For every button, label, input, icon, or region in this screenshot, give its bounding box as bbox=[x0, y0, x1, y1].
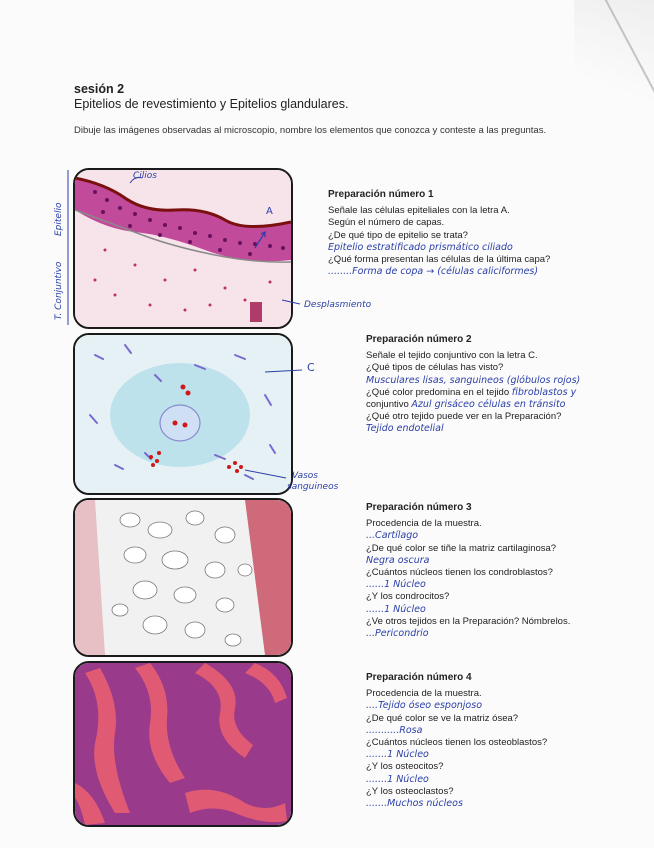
handwritten-answer: .......Muchos núcleos bbox=[366, 798, 463, 810]
question-text: ¿Cuántos núcleos tienen los condroblastos? bbox=[366, 567, 553, 579]
prep-1-line bbox=[328, 242, 550, 254]
instructions: Dibuje las imágenes observadas al microscopio, nombre los elementos que conozca y conteste a las preguntas. bbox=[74, 125, 547, 136]
preparation-2-lines bbox=[366, 350, 580, 435]
prep-2-line bbox=[366, 399, 580, 411]
handwritten-answer: ...........Rosa bbox=[366, 724, 423, 736]
question-text: ¿Qué otro tejido puede ver en la Preparación? bbox=[366, 411, 562, 423]
question-text: ¿De qué tipo de epitelio se trata? bbox=[328, 229, 468, 241]
prep-4-line bbox=[366, 713, 547, 725]
prep-3-line bbox=[366, 628, 570, 640]
prep-2-line bbox=[366, 362, 580, 374]
preparation-1-heading: Preparación número 1 bbox=[328, 189, 434, 200]
prep-4-line bbox=[366, 798, 547, 810]
prep-2-line bbox=[366, 375, 580, 387]
session-subtitle: Epitelios de revestimiento y Epitelios glandulares. bbox=[74, 97, 349, 111]
prep-3-line bbox=[366, 579, 570, 591]
preparation-3-block bbox=[366, 502, 570, 640]
question-text: ¿Qué tipos de células has visto? bbox=[366, 362, 504, 374]
handwritten-answer: Musculares lisas, sanguineos (glóbulos rojos) bbox=[366, 374, 581, 386]
drawing-cartilage bbox=[73, 498, 293, 657]
handwritten-answer: .......1 Núcleo bbox=[366, 773, 429, 785]
prep-1-line bbox=[328, 254, 550, 266]
preparation-1-lines bbox=[328, 205, 550, 278]
cartilage-illustration bbox=[75, 500, 291, 655]
prep-3-line bbox=[366, 543, 570, 555]
drawing-connective-tissue bbox=[73, 333, 293, 495]
handwritten-answer: fibroblastos y bbox=[511, 386, 577, 398]
handwritten-answer: ......1 Núcleo bbox=[366, 603, 426, 615]
preparation-3-lines bbox=[366, 518, 570, 640]
prep-3-line bbox=[366, 567, 570, 579]
epithelium-illustration bbox=[75, 170, 291, 327]
annotation-vasos: Vasos bbox=[292, 471, 318, 481]
question-text: conjuntivo bbox=[366, 399, 409, 411]
annotation-cilios: Cilios bbox=[133, 171, 157, 181]
annotation-sanguineos: sanguineos bbox=[287, 482, 339, 492]
question-text: ¿Y los condrocitos? bbox=[366, 591, 450, 603]
prep-4-line bbox=[366, 688, 547, 700]
annotation-tejido-conjuntivo: T. Conjuntivo bbox=[54, 261, 64, 320]
question-text: Señale el tejido conjuntivo con la letra C. bbox=[366, 350, 538, 362]
prep-4-line bbox=[366, 761, 547, 773]
prep-3-line bbox=[366, 518, 570, 530]
handwritten-answer: Tejido endotelial bbox=[366, 423, 444, 435]
prep-1-line bbox=[328, 266, 550, 278]
prep-3-line bbox=[366, 530, 570, 542]
handwritten-answer: Epitelio estratificado prismático ciliado bbox=[328, 241, 513, 253]
question-text: ¿Cuántos núcleos tienen los osteoblastos? bbox=[366, 737, 548, 749]
prep-4-line bbox=[366, 786, 547, 798]
prep-2-line bbox=[366, 387, 580, 399]
question-text: ¿Y los osteoclastos? bbox=[366, 785, 454, 797]
prep-4-line bbox=[366, 749, 547, 761]
question-text: Según el número de capas. bbox=[328, 217, 445, 229]
handwritten-answer: Negra oscura bbox=[366, 554, 430, 566]
question-text: ¿Qué forma presentan las células de la última capa? bbox=[328, 254, 551, 266]
question-text: ¿Qué color predomina en el tejido bbox=[366, 386, 510, 398]
question-text: ¿Y los osteocitos? bbox=[366, 761, 444, 773]
preparation-1-block bbox=[328, 189, 550, 278]
annotation-label-a: A bbox=[266, 206, 273, 217]
prep-2-line bbox=[366, 423, 580, 435]
connective-tissue-illustration bbox=[75, 335, 291, 493]
prep-4-line bbox=[366, 725, 547, 737]
prep-3-line bbox=[366, 604, 570, 616]
prep-2-line bbox=[366, 411, 580, 423]
question-text: ¿Ve otros tejidos en la Preparación? Nómbrelos. bbox=[366, 615, 571, 627]
question-text: Procedencia de la muestra. bbox=[366, 688, 482, 700]
prep-1-line bbox=[328, 205, 550, 217]
preparation-2-heading: Preparación número 2 bbox=[366, 334, 472, 345]
prep-1-line bbox=[328, 217, 550, 229]
handwritten-answer: ........Forma de copa → (células caliciformes) bbox=[328, 266, 539, 278]
drawing-epithelium bbox=[73, 168, 293, 329]
annotation-desplasmiento: Desplasmiento bbox=[304, 300, 372, 310]
prep-3-line bbox=[366, 591, 570, 603]
prep-3-line bbox=[366, 555, 570, 567]
prep-3-line bbox=[366, 616, 570, 628]
handwritten-answer: ...Pericondrio bbox=[366, 628, 429, 640]
prep-2-line bbox=[366, 350, 580, 362]
prep-4-line bbox=[366, 700, 547, 712]
preparation-4-heading: Preparación número 4 bbox=[366, 672, 472, 683]
handwritten-answer: Azul grisáceo células en tránsito bbox=[411, 399, 566, 411]
spongy-bone-illustration bbox=[75, 663, 291, 825]
session-title: sesión 2 bbox=[74, 82, 125, 96]
question-text: Señale las células epiteliales con la letra A. bbox=[328, 205, 510, 217]
handwritten-answer: .......1 Núcleo bbox=[366, 749, 429, 761]
question-text: ¿De qué color se tiñe la matriz cartilaginosa? bbox=[366, 542, 557, 554]
prep-4-line bbox=[366, 737, 547, 749]
preparation-4-block bbox=[366, 672, 547, 810]
question-text: Procedencia de la muestra. bbox=[366, 518, 482, 530]
handwritten-answer: ......1 Núcleo bbox=[366, 579, 426, 591]
handwritten-answer: ...Cartílago bbox=[366, 530, 419, 542]
prep-4-line bbox=[366, 774, 547, 786]
preparation-4-lines bbox=[366, 688, 547, 810]
question-text: ¿De qué color se ve la matriz ósea? bbox=[366, 712, 519, 724]
preparation-2-block bbox=[366, 334, 580, 436]
drawing-spongy-bone bbox=[73, 661, 293, 827]
handwritten-answer: ....Tejido óseo esponjoso bbox=[366, 700, 483, 712]
prep-1-line bbox=[328, 230, 550, 242]
preparation-3-heading: Preparación número 3 bbox=[366, 502, 472, 513]
annotation-epitelio: Epitelio bbox=[54, 202, 64, 236]
annotation-label-c: C bbox=[307, 361, 315, 374]
